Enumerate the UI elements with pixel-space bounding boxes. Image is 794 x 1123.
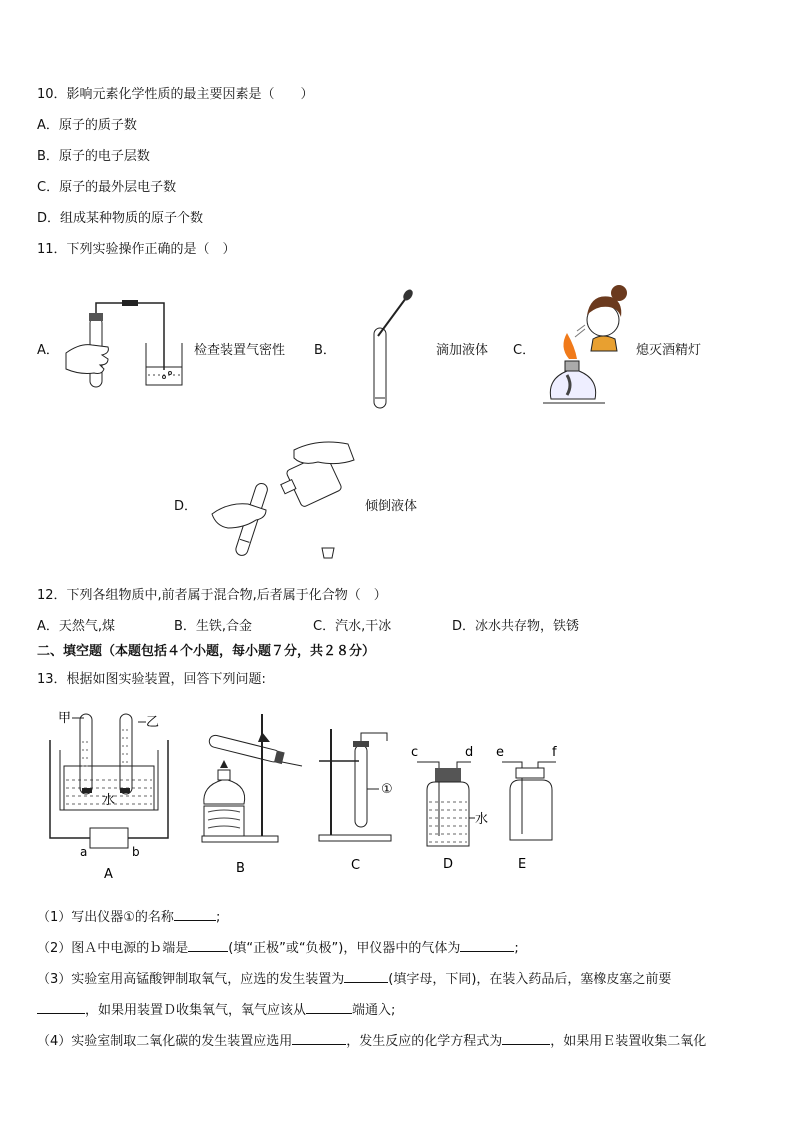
water-label-a: 水 xyxy=(102,793,116,808)
blank-6[interactable] xyxy=(306,1001,352,1014)
q11-d-letter: D． xyxy=(174,499,198,514)
apparatus-e-bottle xyxy=(492,740,572,875)
apparatus-b-label: B xyxy=(236,861,245,876)
q11-c-label: 熄灭酒精灯 xyxy=(636,343,702,358)
section-heading: 二、填空题（本题包括４个小题，每小题７分，共２８分） xyxy=(37,644,376,659)
q12-stem: 12．下列各组物质中,前者属于混合物,后者属于化合物（ ） xyxy=(37,588,387,603)
blank-5[interactable] xyxy=(37,1001,85,1014)
apparatus-a-label: A xyxy=(104,867,113,882)
q11-d-label: 倾倒液体 xyxy=(365,499,418,514)
blank-8[interactable] xyxy=(502,1032,550,1045)
q10-option-c: C．原子的最外层电子数 xyxy=(37,180,177,195)
terminal-b: b xyxy=(132,845,140,859)
q13-sub3-line2: ，如果用装置Ｄ收集氧气，氧气应该从 端通入; xyxy=(37,999,395,1018)
q13-sub3-line1: （3）实验室用高锰酸钾制取氧气，应选的发生装置为 (填字母，下同)，在装入药品后，塞橡皮塞之前要 xyxy=(37,972,672,987)
water-label-d: 水 xyxy=(475,812,489,827)
q13-stem: 13．根据如图实验装置，回答下列问题: xyxy=(37,672,266,687)
terminal-a: a xyxy=(80,845,88,859)
q11-d-figure xyxy=(208,432,358,567)
apparatus-e-label: E xyxy=(518,857,527,872)
q11-a-figure xyxy=(62,295,192,390)
q10-stem: 10．影响元素化学性质的最主要因素是（ ） xyxy=(37,87,314,102)
q13-sub4: （4）实验室制取二氧化碳的发生装置应选用 ，发生反应的化学方程式为 ，如果用Ｅ装置收集二氧化 xyxy=(37,1034,707,1049)
port-f: f xyxy=(552,745,557,760)
apparatus-b-heating xyxy=(198,708,308,878)
apparatus-c-marker: ① xyxy=(381,782,393,797)
q12-option-b: B．生铁,合金 xyxy=(174,619,253,634)
q11-a-letter: A． xyxy=(37,343,59,358)
apparatus-a-electrolysis xyxy=(40,700,180,885)
port-d: d xyxy=(465,745,474,760)
blank-4[interactable] xyxy=(344,970,388,983)
q11-stem: 11．下列实验操作正确的是（ ） xyxy=(37,242,236,257)
q12-option-c: C．汽水,干冰 xyxy=(313,619,392,634)
q11-b-label: 滴加液体 xyxy=(436,343,489,358)
q11-b-figure xyxy=(360,288,420,413)
q13-sub1: （1）写出仪器①的名称 ; xyxy=(37,910,221,925)
apparatus-c-label: C xyxy=(351,858,361,873)
blank-7[interactable] xyxy=(292,1032,346,1045)
apparatus-d-bottle xyxy=(405,740,495,875)
q10-option-b: B．原子的电子层数 xyxy=(37,149,150,164)
q10-option-d: D．组成某种物质的原子个数 xyxy=(37,211,204,226)
q10-option-a: A．原子的质子数 xyxy=(37,118,137,133)
apparatus-c-stand xyxy=(315,725,405,875)
port-e: e xyxy=(496,745,504,760)
q11-c-figure xyxy=(537,275,637,410)
tube-label-yi: 乙 xyxy=(146,715,160,730)
blank-3[interactable] xyxy=(460,939,514,952)
blank-2[interactable] xyxy=(188,939,228,952)
q11-a-label: 检查装置气密性 xyxy=(194,343,286,358)
tube-label-jia: 甲 xyxy=(58,711,72,726)
q12-option-a: A．天然气,煤 xyxy=(37,619,116,634)
q11-b-letter: B． xyxy=(314,343,336,358)
q11-c-letter: C． xyxy=(513,343,536,358)
q12-option-d: D．冰水共存物，铁锈 xyxy=(452,619,580,634)
apparatus-d-label: D xyxy=(443,857,454,872)
q13-sub2: （2）图Ａ中电源的ｂ端是 (填“正极”或“负极”)，甲仪器中的气体为 ; xyxy=(37,941,519,956)
port-c: c xyxy=(411,745,419,760)
blank-1[interactable] xyxy=(174,908,216,921)
